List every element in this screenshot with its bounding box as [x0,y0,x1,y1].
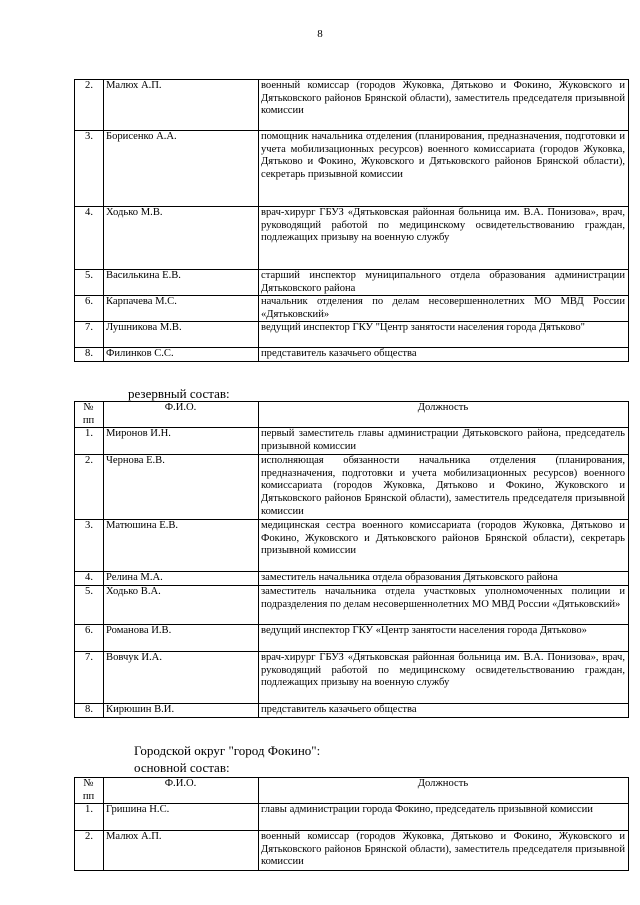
table-row [75,625,629,652]
member-name: Ходько М.В. [104,207,259,270]
table-row [75,207,629,270]
district-heading: Городской округ "город Фокино": [134,743,321,758]
column-header-position: Должность [259,778,629,804]
row-number: 4. [75,572,104,586]
column-header-number: № пп [75,778,104,804]
member-position: старший инспектор муниципального отдела образования администрации Дятьковского района [259,270,629,296]
member-name: Кирюшин В.И. [104,704,259,718]
row-number: 8. [75,704,104,718]
column-header-position: Должность [259,402,629,428]
row-number: 5. [75,270,104,296]
table-row [75,586,629,625]
member-position: медицинская сестра военного комиссариата (городов Жуковка, Дятьково и Фокино, Жуковского и Дятьковского районов Брянской области), секретарь призывной комиссии [259,520,629,572]
main-section-heading: основной состав: [134,760,230,775]
member-position: ведущий инспектор ГКУ «Центр занятости населения города Дятьково» [259,625,629,652]
member-name: Чернова Е.В. [104,455,259,520]
row-number: 2. [75,455,104,520]
table-row [75,520,629,572]
member-name: Карпачева М.С. [104,296,259,322]
row-number: 1. [75,804,104,831]
row-number: 6. [75,296,104,322]
commission-table-fokino-main [74,777,629,871]
table-row [75,131,629,207]
member-position: первый заместитель главы администрации Дятьковского района, председатель призывной комиссии [259,428,629,455]
member-name: Релина М.А. [104,572,259,586]
member-position: военный комиссар (городов Жуковка, Дятьково и Фокино, Жуковского и Дятьковского районов Брянской области), заместитель председателя призывной комиссии [259,80,629,131]
member-position: заместитель начальника отдела образования Дятьковского района [259,572,629,586]
row-number: 3. [75,131,104,207]
member-name: Малюх А.П. [104,80,259,131]
table-row [75,270,629,296]
row-number: 5. [75,586,104,625]
reserve-section-heading: резервный состав: [128,386,230,401]
table-row [75,455,629,520]
member-name: Лушникова М.В. [104,322,259,348]
member-name: Василькина Е.В. [104,270,259,296]
commission-table-main-continued [74,79,629,362]
member-position: исполняющая обязанности начальника отделения (планирования, предназначения, подготовки и учета мобилизационных ресурсов) военного комиссариата (городов Жуковка, Дятьково и Фокино, Жуковского и Дятьковского районов Брянской области), заместитель председателя призывной комиссии [259,455,629,520]
member-position: главы администрации города Фокино, председатель призывной комиссии [259,804,629,831]
row-number: 3. [75,520,104,572]
column-header-name: Ф.И.О. [104,778,259,804]
commission-table-reserve [74,401,629,718]
row-number: 2. [75,831,104,871]
row-number: 7. [75,322,104,348]
member-position: военный комиссар (городов Жуковка, Дятьково и Фокино, Жуковского и Дятьковского районов Брянской области), заместитель председателя призывной комиссии [259,831,629,871]
member-position: представитель казачьего общества [259,348,629,362]
table-header-row [75,402,629,428]
member-name: Малюх А.П. [104,831,259,871]
table-row [75,652,629,704]
table-header-row [75,778,629,804]
table-row [75,296,629,322]
member-name: Матюшина Е.В. [104,520,259,572]
member-name: Романова И.В. [104,625,259,652]
member-position: заместитель начальника отдела участковых уполномоченных полиции и подразделения по делам несовершеннолетних МО МВД России «Дятьковский» [259,586,629,625]
table-row [75,572,629,586]
column-header-name: Ф.И.О. [104,402,259,428]
row-number: 6. [75,625,104,652]
row-number: 1. [75,428,104,455]
member-position: представитель казачьего общества [259,704,629,718]
member-position: врач-хирург ГБУЗ «Дятьковская районная больница им. В.А. Понизова», врач, руководящий работой по медицинскому освидетельствованию граждан, подлежащих призыву на военную службу [259,207,629,270]
table-row [75,322,629,348]
table-row [75,804,629,831]
table-row [75,704,629,718]
column-header-number: № пп [75,402,104,428]
row-number: 7. [75,652,104,704]
member-name: Миронов И.Н. [104,428,259,455]
table-row [75,428,629,455]
row-number: 4. [75,207,104,270]
table-row [75,80,629,131]
member-name: Борисенко А.А. [104,131,259,207]
row-number: 2. [75,80,104,131]
member-name: Вовчук И.А. [104,652,259,704]
page-number: 8 [317,28,323,40]
table-row [75,348,629,362]
member-position: начальник отделения по делам несовершеннолетних МО МВД России «Дятьковский» [259,296,629,322]
member-name: Ходько В.А. [104,586,259,625]
member-position: врач-хирург ГБУЗ «Дятьковская районная больница им. В.А. Понизова», врач, руководящий работой по медицинскому освидетельствованию граждан, подлежащих призыву на военную службу [259,652,629,704]
member-name: Филинков С.С. [104,348,259,362]
row-number: 8. [75,348,104,362]
member-position: помощник начальника отделения (планирования, предназначения, подготовки и учета мобилизационных ресурсов) военного комиссариата (городов Жуковка, Дятьково и Фокино, Жуковского и Дятьковского районов Брянской области), секретарь призывной комиссии [259,131,629,207]
member-name: Гришина Н.С. [104,804,259,831]
table-row [75,831,629,871]
member-position: ведущий инспектор ГКУ "Центр занятости населения города Дятьково" [259,322,629,348]
